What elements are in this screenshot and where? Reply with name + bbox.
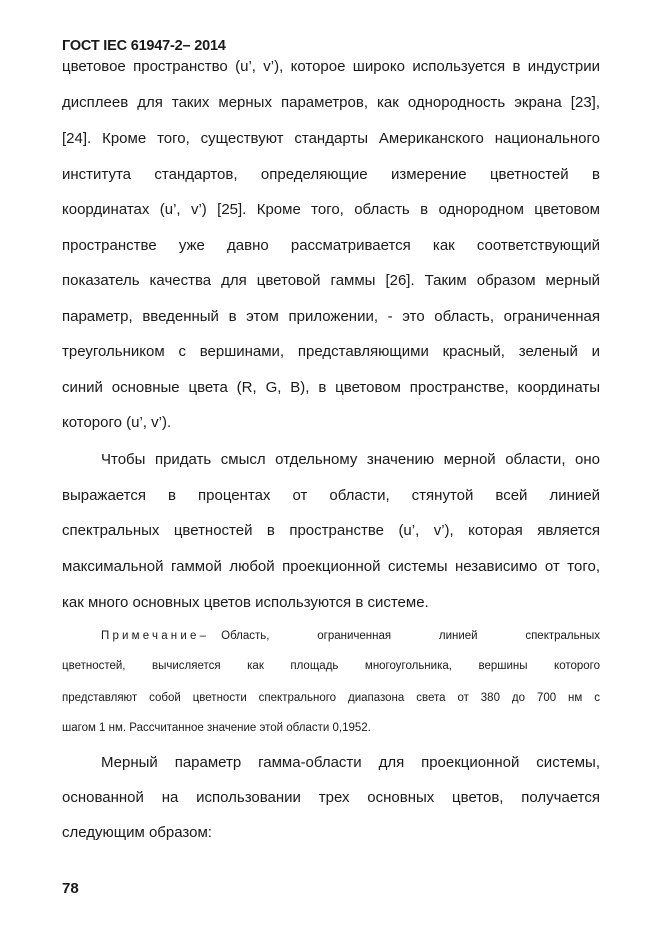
body-line: [24]. Кроме того, существуют стандарты Американского национального [62, 130, 600, 147]
note-line: цветностей, вычисляется как площадь многоугольника, вершины которого [62, 660, 600, 672]
body-line: следующим образом: [62, 824, 212, 841]
body-line: параметр, введенный в этом приложении, - это область, ограниченная [62, 308, 600, 325]
document-header: ГОСТ IEC 61947-2– 2014 [62, 38, 226, 54]
body-line: Чтобы придать смысл отдельному значению мерной области, оно [101, 451, 600, 468]
note-text: Область, ограниченная линией спектральных [221, 630, 600, 642]
body-line: выражается в процентах от области, стянутой всей линией [62, 487, 600, 504]
page-number: 78 [62, 880, 79, 897]
body-line: института стандартов, определяющие измерение цветностей в [62, 166, 600, 183]
body-line: пространстве уже давно рассматривается как соответствующий [62, 237, 600, 254]
body-line: синий основные цвета (R, G, B), в цветовом пространстве, координаты [62, 379, 600, 396]
body-line: которого (u’, v’). [62, 414, 172, 431]
body-line: показатель качества для цветовой гаммы [26]. Таким образом мерный [62, 272, 600, 289]
body-line: цветовое пространство (u’, v’), которое широко используется в индустрии [62, 58, 600, 75]
body-line: дисплеев для таких мерных параметров, как однородность экрана [23], [62, 94, 600, 111]
note-label: Примечание– [101, 630, 210, 642]
body-line: максимальной гаммой любой проекционной системы независимо от того, [62, 558, 600, 575]
body-line: основанной на использовании трех основных цветов, получается [62, 789, 600, 806]
note-line: представляют собой цветности спектрального диапазона света от 380 до 700 нм с [62, 692, 600, 704]
body-line: координатах (u’, v’) [25]. Кроме того, область в однородном цветовом [62, 201, 600, 218]
body-line: треугольником с вершинами, представляющими красный, зеленый и [62, 343, 600, 360]
body-line: спектральных цветностей в пространстве (u’, v’), которая является [62, 522, 600, 539]
body-line: Мерный параметр гамма-области для проекционной системы, [101, 754, 600, 771]
note-line: шагом 1 нм. Рассчитанное значение этой области 0,1952. [62, 722, 371, 734]
body-line: как много основных цветов используются в системе. [62, 594, 429, 611]
note-first-line [101, 630, 600, 642]
